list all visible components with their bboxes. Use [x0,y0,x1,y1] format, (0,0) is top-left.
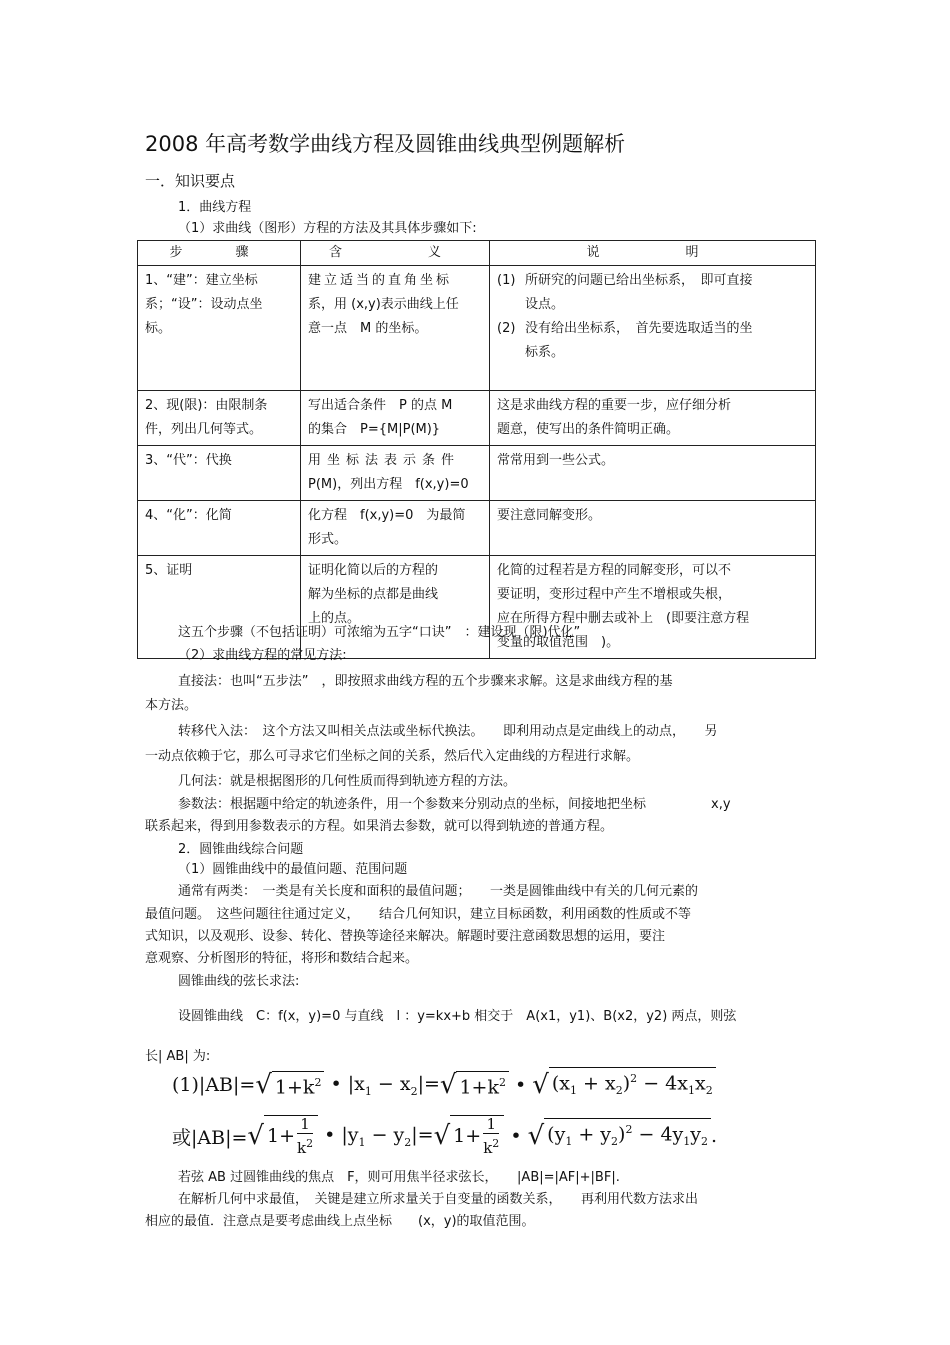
paragraph-line: 若弦 AB 过圆锥曲线的焦点 F，则可用焦半径求弦长， |AB|=|AF|+|BF|. [178,1170,620,1185]
meaning-cell: 建立适当的直角坐标 系，用 (x,y)表示曲线上任 意一点 M 的坐标。 [301,266,490,391]
page-title: 2008 年高考数学曲线方程及圆锥曲线典型例题解析 [145,132,626,156]
step-cell: 2、现(限)：由限制条 件，列出几何等式。 [138,391,301,446]
paragraph-line: 最值问题。 这些问题往往通过定义， 结合几何知识，建立目标函数，利用函数的性质或不等 [145,907,692,922]
paragraph-line: 圆锥曲线的弦长求法: [178,974,300,989]
paragraph-line: 设圆锥曲线 C：f(x，y)=0 与直线 l ：y=kx+b 相交于 A(x1，y1)、B(x2，y2) 两点，则弦 [178,1009,737,1024]
paragraph-line: 长| AB| 为: [145,1049,211,1064]
paragraph-line: （2）求曲线方程的常见方法: [178,648,347,663]
step-cell: 4、“化”：化简 [138,501,301,556]
paragraph-line: 几何法：就是根据图形的几何性质而得到轨迹方程的方法。 [178,774,517,789]
chord-length-formula [172,1062,717,1164]
meaning-cell: 写出适合条件 P 的点 M 的集合 P={M|P(M)} [301,391,490,446]
paragraph-line: 意观察、分析图形的特征，将形和数结合起来。 [145,951,419,966]
table-header-row [138,241,816,266]
paragraph-line: 本方法。 [145,698,198,713]
note-cell: 化简的过程若是方程的同解变形，可以不 要证明，变形过程中产生不增根或失根， 应在所得方程中删去或补上 (即要注意方程 变量的取值范围 )。 [490,556,816,659]
paragraph-line: （1）圆锥曲线中的最值问题、范围问题 [178,862,408,877]
paragraph-line: 2．圆锥曲线综合问题 [178,842,304,857]
paragraph-line: 联系起来，得到用参数表示的方程。如果消去参数，就可以得到轨迹的普通方程。 [145,819,614,834]
table-row [138,446,816,501]
steps-table [137,240,816,659]
table-row [138,501,816,556]
paragraph-line: 相应的最值．注意点是要考虑曲线上点坐标 (x，y)的取值范围。 [145,1214,535,1229]
meaning-cell: 化方程 f(x,y)=0 为最简 形式。 [301,501,490,556]
formula-line-2: 或|AB|= √ 1+ $\frac{1}{k^2}$ • $|y_1 - y_2|=$ √ 1+ $\frac{1}{k^2}$ • √ $(y_1 + y_2)^2 - 4y_1y_2$ . [172,1114,718,1157]
meaning-cell: 用坐标法表示条件 P(M)，列出方程 f(x,y)=0 [301,446,490,501]
paragraph-line: 转移代入法： 这个方法又叫相关点法或坐标代换法。 即利用动点是定曲线上的动点， 另 [178,724,718,739]
subsection-intro: （1）求曲线（图形）方程的方法及其具体步骤如下: [178,221,477,236]
step-cell: 5、证明 [138,556,301,659]
table-header: 步 骤 [138,241,301,266]
note-cell: 常常用到一些公式。 [490,446,816,501]
paragraph-line: 这五个步骤（不包括证明）可浓缩为五字“口诀” ：建设现（限)代化” [178,625,581,640]
note-cell: 这是求曲线方程的重要一步，应仔细分析 题意，使写出的条件简明正确。 [490,391,816,446]
table-row [138,266,816,391]
table-header: 含 义 [301,241,490,266]
paragraph-line: 参数法：根据题中给定的轨迹条件，用一个参数来分别动点的坐标，间接地把坐标 x,y [178,797,731,812]
subsection-heading: 1．曲线方程 [178,200,252,215]
paragraph-line: 在解析几何中求最值， 关键是建立所求量关于自变量的函数关系， 再利用代数方法求出 [178,1192,699,1207]
step-cell: 3、“代”：代换 [138,446,301,501]
step-cell: 1、“建”：建立坐标 系；“设”：设动点坐 标。 [138,266,301,391]
meaning-cell: 证明化简以后的方程的 解为坐标的点都是曲线 上的点。 [301,556,490,659]
table-header: 说 明 [490,241,816,266]
section-heading: 一．知识要点 [145,172,236,190]
table-row [138,391,816,446]
paragraph-line: 一动点依赖于它，那么可寻求它们坐标之间的关系，然后代入定曲线的方程进行求解。 [145,749,640,764]
paragraph-line: 通常有两类： 一类是有关长度和面积的最值问题； 一类是圆锥曲线中有关的几何元素的 [178,884,699,899]
note-cell: 要注意同解变形。 [490,501,816,556]
note-cell: (1) 所研究的问题已给出坐标系， 即可直接 设点。 (2) 没有给出坐标系， 首先要选取适当的坐 标系。 [490,266,816,391]
paragraph-line: 式知识，以及观形、设参、转化、替换等途径来解决。解题时要注意函数思想的运用，要注 [145,929,666,944]
formula-line-1: (1)|AB|= √ $1+k^2$ • $|x_1 - x_2|=$ √ $1+k^2$ • √ $(x_1 + x_2)^2 - 4x_1x_2$ [172,1062,717,1108]
paragraph-line: 直接法：也叫“五步法” ，即按照求曲线方程的五个步骤来求解。这是求曲线方程的基 [178,674,673,689]
